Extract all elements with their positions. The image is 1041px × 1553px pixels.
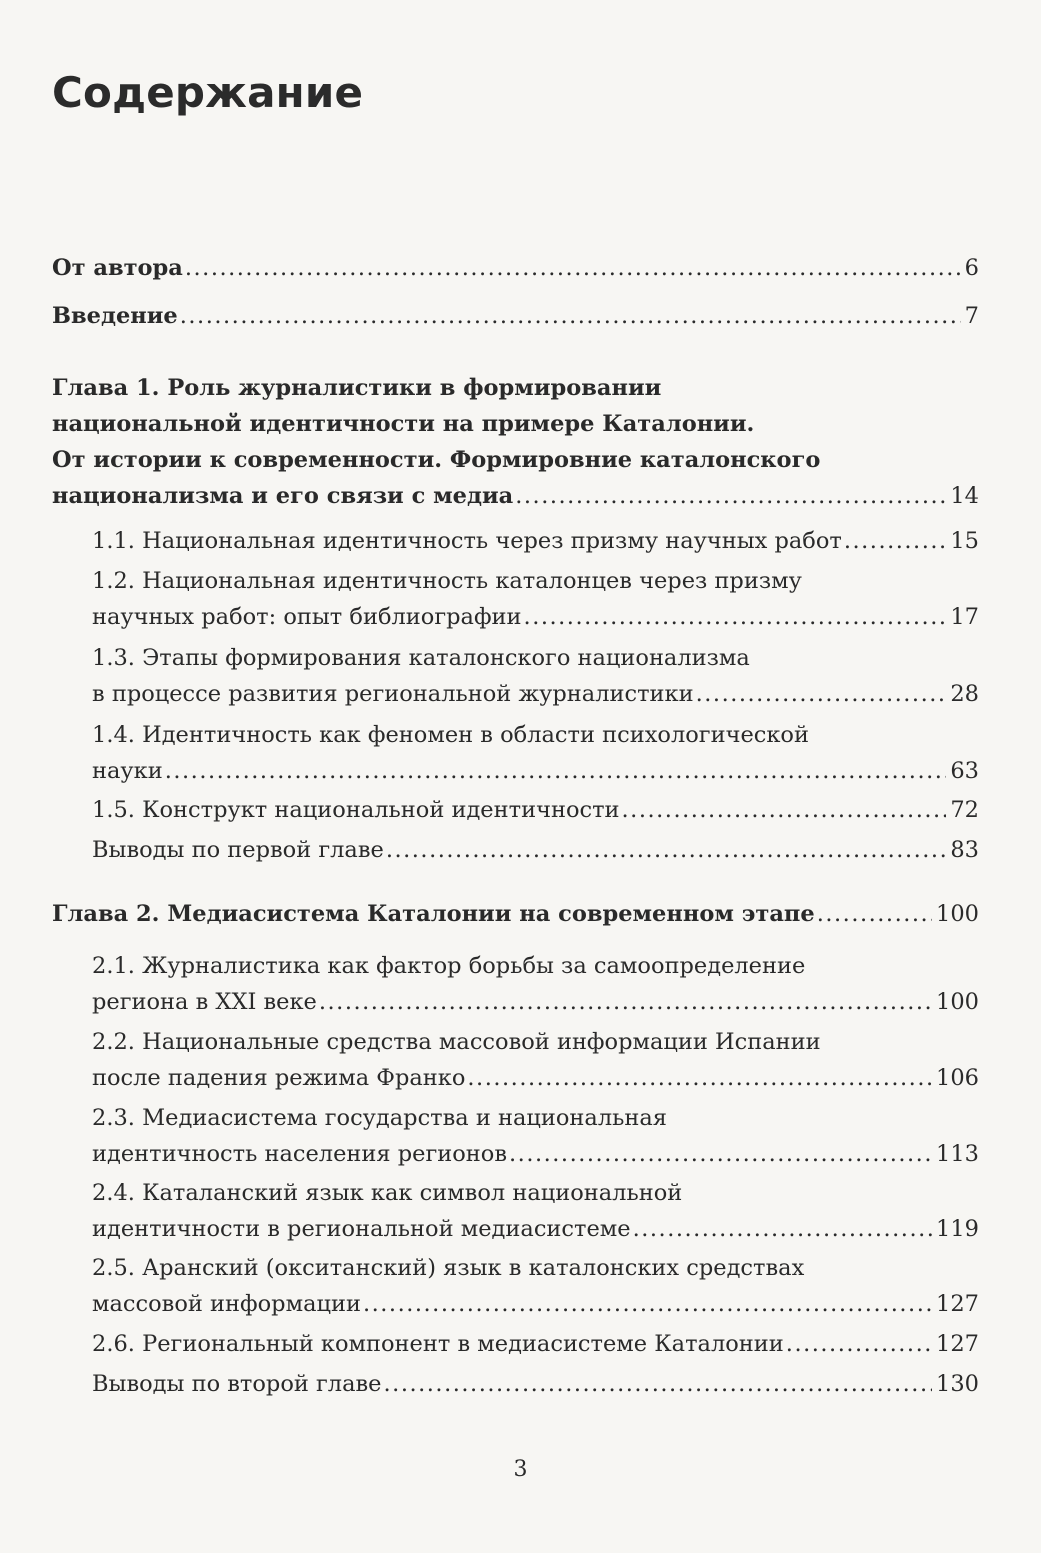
toc-section-entry	[92, 717, 979, 789]
toc-entry-title: Введение	[52, 303, 178, 329]
toc-entry-last-line	[52, 896, 979, 932]
dot-leader	[509, 1136, 932, 1172]
toc-entry-title: идентичности в региональной медиасистеме	[92, 1216, 631, 1242]
toc-page-number: 100	[936, 989, 979, 1015]
toc-entry-title: массовой информации	[92, 1291, 361, 1317]
toc-page-number: 130	[936, 1371, 979, 1397]
toc-entry-title: идентичность населения регионов	[92, 1141, 508, 1167]
toc-entry-last-line	[52, 250, 979, 286]
toc-entry-last-line	[92, 1136, 979, 1172]
page-title: Содержание	[52, 68, 364, 117]
toc-entry-line: 1.4. Идентичность как феномен в области психологической	[92, 722, 809, 748]
toc-page-number: 63	[950, 758, 979, 784]
toc-section-entry	[92, 1024, 979, 1096]
toc-entry-title: От автора	[52, 255, 183, 281]
toc-entry-title: Выводы по второй главе	[92, 1371, 382, 1397]
toc-entry-last-line	[92, 1211, 979, 1247]
toc-page-number: 28	[950, 681, 979, 707]
toc-entry-title: 1.5. Конструкт национальной идентичности	[92, 797, 620, 823]
toc-entry-line: Глава 1. Роль журналистики в формировании	[52, 375, 662, 401]
toc-entry-title: в процессе развития региональной журналистики	[92, 681, 694, 707]
toc-section-entry	[92, 1366, 979, 1402]
dot-leader	[633, 1211, 932, 1247]
toc-entry-last-line	[92, 1286, 979, 1322]
page-number: 3	[513, 1457, 528, 1482]
toc-entry-line: От истории к современности. Формировние каталонского	[52, 447, 821, 473]
toc-section-entry	[92, 1326, 979, 1362]
toc-chapter-entry	[52, 298, 979, 334]
dot-leader	[817, 896, 932, 932]
toc-section-entry	[92, 792, 979, 828]
toc-entry-last-line	[52, 298, 979, 334]
toc-section-entry	[92, 1100, 979, 1172]
toc-entry-line: 2.2. Национальные средства массовой информации Испании	[92, 1029, 821, 1055]
toc-section-entry	[92, 1175, 979, 1247]
toc-page-number: 7	[964, 303, 979, 329]
dot-leader	[844, 523, 947, 559]
toc-page-number: 127	[936, 1291, 979, 1317]
toc-entry-last-line	[92, 676, 979, 712]
toc-entry-title: 2.6. Региональный компонент в медиасистеме Каталонии	[92, 1331, 784, 1357]
dot-leader	[467, 1060, 932, 1096]
dot-leader	[363, 1286, 932, 1322]
dot-leader	[319, 984, 932, 1020]
toc-page-number: 106	[936, 1065, 979, 1091]
toc-chapter-entry	[52, 896, 979, 932]
dot-leader	[180, 298, 961, 334]
toc-entry-last-line	[52, 478, 979, 514]
toc-page-number: 100	[936, 901, 979, 927]
toc-entry-title: после падения режима Франко	[92, 1065, 466, 1091]
toc-entry-last-line	[92, 523, 979, 559]
toc-page-number: 6	[964, 255, 979, 281]
dot-leader	[696, 676, 947, 712]
toc-entry-last-line	[92, 792, 979, 828]
toc-entry-title: научных работ: опыт библиографии	[92, 604, 522, 630]
toc-page-number: 72	[950, 797, 979, 823]
toc-page-number: 83	[950, 837, 979, 863]
toc-entry-last-line	[92, 1366, 979, 1402]
toc-entry-line: 2.5. Аранский (окситанский) язык в каталонских средствах	[92, 1255, 805, 1281]
toc-entry-title: региона в XXI веке	[92, 989, 317, 1015]
dot-leader	[524, 599, 947, 635]
toc-section-entry	[92, 640, 979, 712]
dot-leader	[622, 792, 947, 828]
toc-page-number: 17	[950, 604, 979, 630]
toc-page-number: 15	[950, 528, 979, 554]
dot-leader	[786, 1326, 932, 1362]
toc-entry-line: 1.2. Национальная идентичность каталонцев через призму	[92, 568, 802, 594]
toc-entry-title: Выводы по первой главе	[92, 837, 384, 863]
toc-page-number: 127	[936, 1331, 979, 1357]
dot-leader	[515, 478, 946, 514]
toc-entry-last-line	[92, 753, 979, 789]
toc-entry-last-line	[92, 832, 979, 868]
toc-page-number: 119	[936, 1216, 979, 1242]
toc-entry-line: 1.3. Этапы формирования каталонского национализма	[92, 645, 750, 671]
toc-entry-last-line	[92, 984, 979, 1020]
toc-chapter-entry	[52, 250, 979, 286]
toc-entry-line: 2.1. Журналистика как фактор борьбы за самоопределение	[92, 953, 806, 979]
toc-entry-title: Глава 2. Медиасистема Каталонии на современном этапе	[52, 901, 815, 927]
toc-section-entry	[92, 563, 979, 635]
toc-section-entry	[92, 948, 979, 1020]
toc-entry-last-line	[92, 1326, 979, 1362]
toc-entry-title: национализма и его связи с медиа	[52, 483, 514, 509]
toc-section-entry	[92, 832, 979, 868]
dot-leader	[386, 832, 947, 868]
dot-leader	[185, 250, 961, 286]
toc-entry-title: 1.1. Национальная идентичность через призму научных работ	[92, 528, 842, 554]
toc-entry-title: науки	[92, 758, 163, 784]
toc-page-number: 14	[950, 483, 979, 509]
toc-section-entry	[92, 523, 979, 559]
toc-entry-line: 2.3. Медиасистема государства и национальная	[92, 1105, 667, 1131]
toc-entry-line: 2.4. Каталанский язык как символ национальной	[92, 1180, 683, 1206]
toc-entry-line: национальной идентичности на примере Каталонии.	[52, 411, 755, 437]
toc-entry-last-line	[92, 599, 979, 635]
toc-section-entry	[92, 1250, 979, 1322]
toc-chapter-entry	[52, 370, 979, 514]
dot-leader	[165, 753, 947, 789]
toc-entry-last-line	[92, 1060, 979, 1096]
toc-page-number: 113	[936, 1141, 979, 1167]
dot-leader	[384, 1366, 933, 1402]
